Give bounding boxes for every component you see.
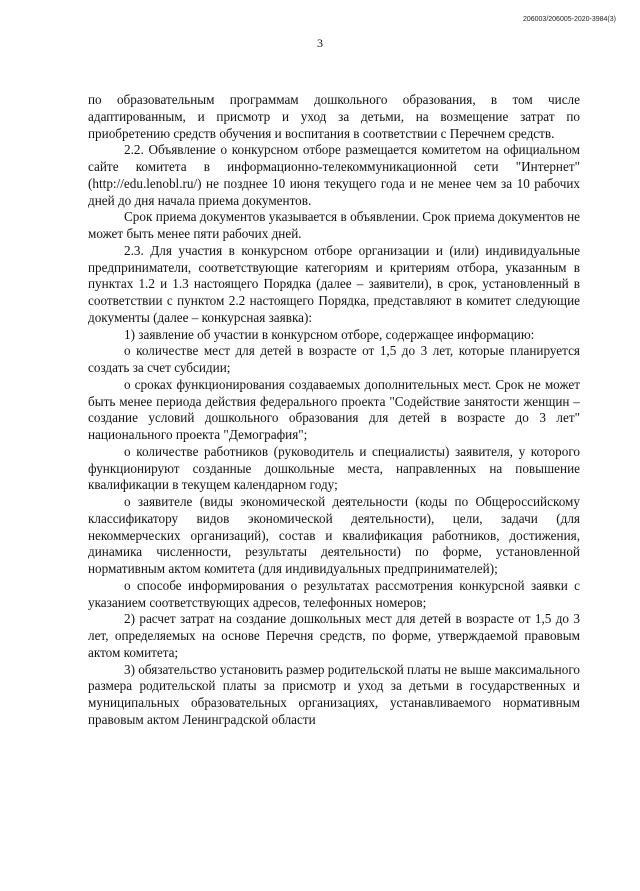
list-subitem-applicant: о заявителе (виды экономической деятельности (коды по Общероссийскому классификатору видов экономической деятельности), цели, задачи (для некоммерческих организаций), состав и квалификация работников, достижения, динамика численности, результаты деятельности) по форме, установленной нормативным актом комитета (для индивидуальных предпринимателей); — [88, 494, 580, 576]
list-item-2: 2) расчет затрат на создание дошкольных мест для детей в возрасте от 1,5 до 3 лет, определяемых на основе Перечня средств, по форме, утверждаемой правовым актом комитета; — [88, 611, 580, 660]
list-subitem-notification: о способе информирования о результатах рассмотрения конкурсной заявки с указанием соответствующих адресов, телефонных номеров; — [88, 577, 580, 610]
list-subitem-places: о количестве мест для детей в возрасте от 1,5 до 3 лет, которые планируется создать за счет субсидии; — [88, 343, 580, 375]
paragraph-deadline: Срок приема документов указывается в объявлении. Срок приема документов не может быть менее пяти рабочих дней. — [88, 209, 580, 241]
document-id: 206003/206005-2020-3984(3) — [522, 16, 616, 23]
page-number: 3 — [317, 36, 323, 50]
list-item-3: 3) обязательство установить размер родительской платы не выше максимального размера родительской платы за присмотр и уход за детьми в государственных и муниципальных образовательных организациях, устанавливаемого нормативным правовым актом Ленинградской области — [88, 661, 580, 727]
list-subitem-terms: о сроках функционирования создаваемых дополнительных мест. Срок не может быть менее периода действия федерального проекта "Содействие занятости женщин – создание условий дошкольного образования для детей в возрасте до 3 лет" национального проекта "Демография"; — [88, 376, 580, 442]
paragraph-2-2: 2.2. Объявление о конкурсном отборе размещается комитетом на официальном сайте комитета в информационно-телекоммуникационной сети "Интернет" (http://edu.lenobl.ru/) не позднее 10 июня текущего года и не менее чем за 10 рабочих дней до дня начала приема документов. — [88, 142, 580, 208]
paragraph-continuation: по образовательным программам дошкольного образования, в том числе адаптированным, и присмотр и уход за детьми, на возмещение затрат по приобретению средств обучения и воспитания в соответствии с Перечнем средств. — [88, 92, 580, 141]
paragraph-2-3: 2.3. Для участия в конкурсном отборе организации и (или) индивидуальные предприниматели, соответствующие категориям и критериям отбора, указанным в пунктах 1.2 и 1.3 настоящего Порядка (далее – заявители), в срок, установленный в соответствии с пунктом 2.2 настоящего Порядка, представляют в комитет следующие документы (далее – конкурсная заявка): — [88, 242, 580, 325]
list-subitem-staff: о количестве работников (руководитель и специалисты) заявителя, у которого функционируют созданные дошкольные места, направленных на повышение квалификации в текущем календарном году; — [88, 443, 580, 493]
document-body — [88, 92, 580, 729]
list-item-1: 1) заявление об участии в конкурсном отборе, содержащее информацию: — [124, 326, 535, 342]
